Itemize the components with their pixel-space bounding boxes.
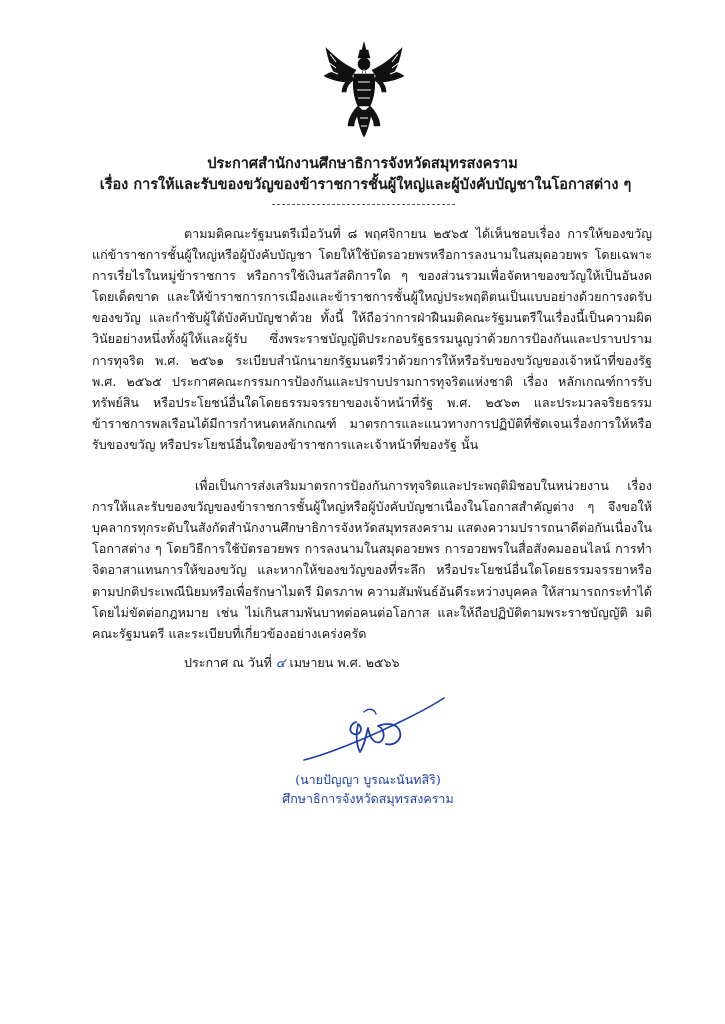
body-paragraph-1: ตามมติคณะรัฐมนตรีเมื่อวันที่ ๘ พฤศจิกายน ๒๕๖๕ ได้เห็นชอบเรื่อง การให้ของขวัญแก่ข้าราชการชั้นผู้ใหญ่หรือผู้บังคับบัญชา โดยให้ใช้บัตรอวยพรหรือการลงนามในสมุดอวยพร โดยเฉพาะการเรี่ยไรในหมู่ข้าราชการ หรือการใช้เงินสวัสดิการใด ๆ ของส่วนรวมเพื่อจัดหาของขวัญให้เป็นอันงดโดยเด็ดขาด และให้ข้าราชการการเมืองและข้าราชการชั้นผู้ใหญ่ประพฤติตนเป็นแบบอย่างด้วยการงดรับของขวัญ และกำชับผู้ใต้บังคับบัญชาด้วย ทั้งนี้ ให้ถือว่าการฝ่าฝืนมติคณะรัฐมนตรีในเรื่องนี้เป็นความผิดวินัยอย่างหนึ่งทั้งผู้ให้และผู้รับ ซึ่งพระราชบัญญัติประกอบรัฐธรรมนูญว่าด้วยการป้องกันและปราบปรามการทุจริต พ.ศ. ๒๕๖๑ ระเบียบสำนักนายกรัฐมนตรีว่าด้วยการให้หรือรับของขวัญของเจ้าหน้าที่ของรัฐ พ.ศ. ๒๕๖๕ ประกาศคณะกรรมการป้องกันและปราบปรามการทุจริตแห่งชาติ เรื่อง หลักเกณฑ์การรับทรัพย์สิน หรือประโยชน์อื่นใดโดยธรรมจรรยาของเจ้าหน้าที่รัฐ พ.ศ. ๒๕๖๓ และประมวลจริยธรรมข้าราชการพลเรือนได้มีการกำหนดหลักเกณฑ์ มาตรการและแนวทางการปฏิบัติที่ชัดเจนเรื่องการให้หรือรับของขวัญ หรือประโยชน์อื่นใดของข้าราชการและเจ้าหน้าที่ของรัฐ นั้น	[92, 226, 652, 452]
title-line-subject: เรื่อง การให้และรับของขวัญของข้าราชการชั้นผู้ใหญ่และผู้บังคับบัญชาในโอกาสต่าง ๆ	[99, 176, 632, 193]
garuda-emblem	[322, 40, 406, 138]
announcement-date	[184, 653, 400, 673]
signatory-name: (นายปัญญา บูรณะนันทสิริ)	[295, 772, 441, 787]
date-day-handwritten: ๔	[275, 655, 286, 670]
title-divider	[272, 204, 455, 205]
date-suffix: เมษายน พ.ศ. ๒๕๖๖	[285, 655, 400, 670]
document-body	[92, 223, 652, 664]
document-title	[0, 153, 725, 195]
date-prefix: ประกาศ ณ วันที่	[184, 655, 276, 670]
handwritten-signature	[298, 694, 448, 766]
signatory-position: ศึกษาธิการจังหวัดสมุทรสงคราม	[282, 791, 454, 806]
body-paragraph-2: เพื่อเป็นการส่งเสริมมาตรการป้องกันการทุจริตและประพฤติมิชอบในหน่วยงาน เรื่องการให้และรับของขวัญของข้าราชการชั้นผู้ใหญ่หรือผู้บังคับบัญชาเนื่องในโอกาสสำคัญต่าง ๆ จึงขอให้บุคลากรทุกระดับในสังกัดสำนักงานศึกษาธิการจังหวัดสมุทรสงคราม แสดงความปรารถนาดีต่อกันเนื่องในโอกาสต่าง ๆ โดยวิธีการใช้บัตรอวยพร การลงนามในสมุดอวยพร การอวยพรในสื่อสังคมออนไลน์ การทำจิตอาสาแทนการให้ของขวัญ และหากให้ของขวัญของที่ระลึก หรือประโยชน์อื่นใดโดยธรรมจรรยาหรือตามปกติประเพณีนิยมหรือเพื่อรักษาไมตรี มิตรภาพ ความสัมพันธ์อันดีระหว่างบุคคล ให้สามารถกระทำได้โดยไม่ขัดต่อกฎหมาย เช่น ไม่เกินสามพันบาทต่อคนต่อโอกาส และให้ถือปฏิบัติตามพระราชบัญญัติ มติคณะรัฐมนตรี และระเบียบที่เกี่ยวข้องอย่างเคร่งครัด	[92, 478, 652, 641]
title-line-announcement: ประกาศสำนักงานศึกษาธิการจังหวัดสมุทรสงคราม	[207, 155, 518, 172]
signatory-block	[268, 770, 468, 808]
